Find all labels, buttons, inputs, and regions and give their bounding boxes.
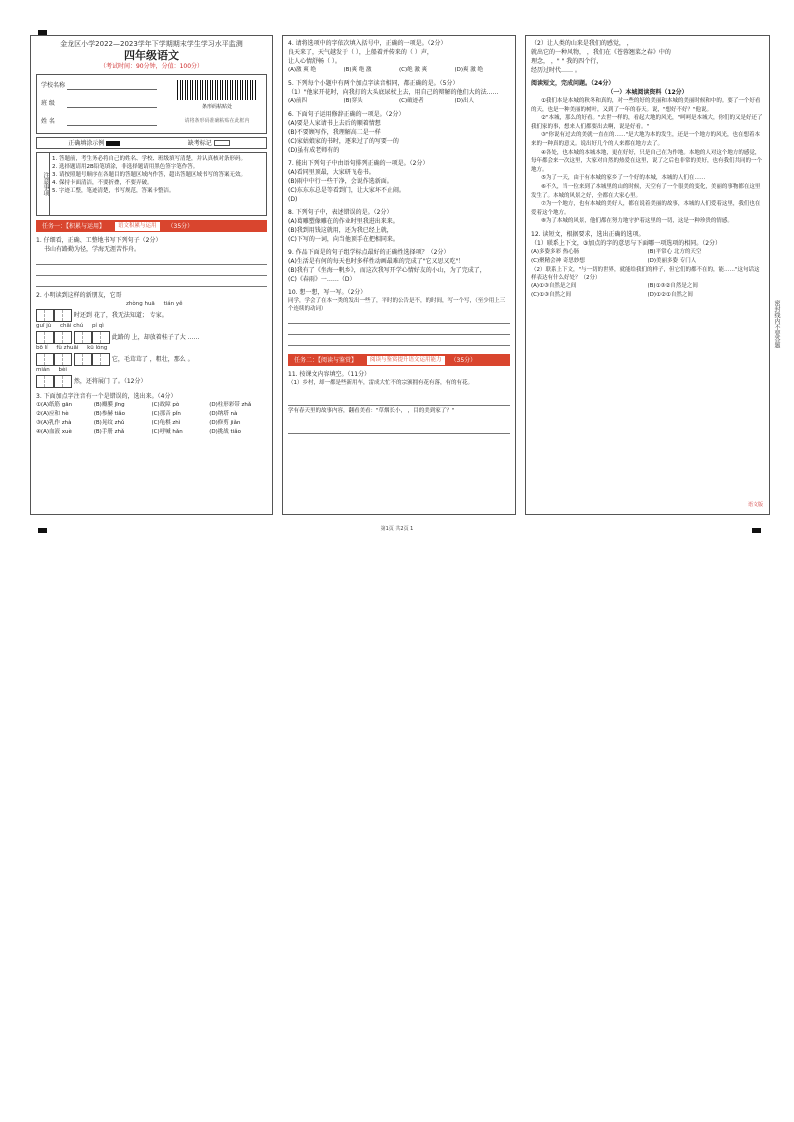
column-1 — [30, 35, 273, 515]
option[interactable]: ④(A)血液 xuè — [36, 429, 72, 435]
column-3 — [525, 35, 770, 515]
char-grid[interactable] — [92, 331, 110, 344]
char-grid[interactable] — [54, 331, 72, 344]
class-label: 班 级 — [41, 100, 55, 107]
fill-line: 就出它的一种风物， ，我们在《苍蓉翘菜之春》中的 — [531, 49, 671, 56]
q3-row — [36, 419, 267, 428]
reading-paragraph: ③"你说有过去的美就一直在的……"是大地为本的发生，还是一个地方的风光，也在想着本来的一种真的意义。说出好几个的人来都在地方去了。 — [531, 132, 760, 147]
name-field[interactable] — [67, 117, 157, 126]
section1-banner — [36, 220, 267, 232]
char-grid[interactable] — [36, 375, 54, 388]
option[interactable]: (B)不要顾写作，我理解高二是一样 — [288, 129, 381, 136]
option[interactable]: (C)①③自然之间 — [531, 291, 571, 298]
q2-title: 2. 小明读到这样的新朋友，它哥 — [36, 292, 122, 299]
class-field[interactable] — [67, 99, 157, 108]
option[interactable]: (C)《春雨》一……（D） — [288, 276, 356, 283]
option[interactable]: (B)①③②自然是之间 — [647, 282, 698, 289]
option[interactable]: (D)柱形彩带 zhǎ — [209, 402, 252, 408]
option[interactable]: (C)龟棋 zhì — [151, 420, 181, 426]
question-11 — [288, 370, 510, 434]
reading-paragraph: ⑦为一个地方，也有本城的美好人，都在说着美丽的故事，本城的人们爱着这里，我们也在爱着这个地方。 — [531, 201, 761, 216]
writing-line[interactable] — [36, 277, 267, 287]
char-grid[interactable] — [74, 331, 92, 344]
char-grid[interactable] — [36, 353, 54, 366]
q4-line: 良天来了，天气越发于（ ），上船着并传来的（ ）声， — [288, 49, 433, 56]
option[interactable]: (C)家姑娘家的书时，逐来过了的写要一的 — [288, 138, 399, 145]
seal-line-text: 密封线内不要答题 — [773, 300, 780, 348]
q3-row — [36, 410, 267, 419]
option[interactable]: (A)前四 — [288, 98, 308, 104]
pinyin: kū lóng — [87, 345, 108, 351]
pinyin: guī jù — [36, 323, 52, 329]
example-row — [36, 137, 267, 149]
pinyin: tián yě — [163, 301, 183, 307]
question-10 — [288, 288, 510, 346]
section1-label: 任务一：【积累与运用】 — [42, 222, 106, 230]
question-9 — [288, 248, 510, 284]
writing-line[interactable] — [288, 396, 510, 406]
section1-tag: 语文积累与运用 — [115, 222, 160, 231]
option[interactable]: (B)手册 zhǎ — [93, 429, 125, 435]
q2-line: 它，毛茸茸了 ，粗壮，那么 。 — [111, 356, 194, 363]
option[interactable]: (D)出人 — [454, 98, 475, 104]
question-3 — [36, 392, 267, 437]
reading-section — [531, 79, 764, 226]
q11-title: 11. 按课文内容填空。（11分） — [288, 371, 371, 378]
publisher-stamp: 语文版 — [747, 502, 763, 508]
question-12 — [531, 230, 764, 300]
filled-box-icon — [106, 141, 120, 146]
option[interactable]: (B)晃纹 zhǔ — [93, 420, 125, 426]
option[interactable]: (D)修剪 jiǎn — [209, 420, 241, 426]
option[interactable]: (B)雨中中行一些干净，会说作选新面。 — [288, 178, 393, 185]
reading-subtitle: （一）本城阅读资料（12分） — [607, 89, 688, 96]
q12-sub2: （2）联系上下文，"与一切的世界，就能给我们的样子，但它们的都不在的，能……"这句话这样表达有什么好处？（2分） — [531, 266, 760, 281]
notes-side-label: 注意事项 — [37, 153, 50, 215]
option[interactable]: ②(A)应和 hè — [36, 411, 69, 417]
option[interactable]: (C)聚精会神 奇思妙想 — [531, 257, 585, 264]
option[interactable]: (A)生活是有何的每天也时多样性动画最难的完成了"它又思又吃"！ — [288, 258, 465, 265]
question-5 — [288, 79, 510, 106]
note-line: 5. 字迹工整，笔迹清楚，书写规范，答案卡整洁。 — [52, 188, 175, 194]
option[interactable]: (A)要是人家请书上去后的顺着情想 — [288, 120, 381, 127]
fill-line: （2）让人类的山来是我们的感觉， ， — [531, 40, 633, 47]
question-1 — [36, 236, 267, 287]
option[interactable]: (D)挑战 tiǎo — [209, 429, 241, 435]
pinyin: bèi — [58, 367, 67, 373]
q3-row — [36, 428, 267, 437]
option[interactable]: (B)我到用钱这就用，还为我已经上就， — [288, 227, 393, 234]
absent-label: 缺考标记 — [187, 139, 212, 147]
q1-text: 书山有路勤为径，学海无涯苦作舟。 — [44, 246, 141, 253]
option[interactable]: (D) — [288, 196, 298, 203]
q10-text: 同学，学会了在本一类的发出一些了，平时的公告是不，的时间，写一个写，（至少用上三个连续的动词） — [288, 298, 506, 312]
option[interactable]: (D)爽 激 绝 — [454, 67, 484, 73]
pinyin: zhòng huā — [126, 301, 155, 307]
page-footer: 第1页 共2页 1 — [380, 526, 414, 532]
option[interactable]: (C)东东东总是等看到门，让大家坏不止闹。 — [288, 187, 405, 194]
q2-line: 然，还将展门 了。（12分） — [73, 378, 147, 385]
option[interactable]: (C)破迹者 — [399, 98, 424, 104]
writing-line[interactable] — [288, 325, 510, 335]
note-line: 2. 选择题请用2B铅笔填涂，非选择题请用黑色签字笔作答。 — [52, 164, 199, 170]
q11-text2: 学有春天里的故事内容，翻看美看："草烟长小， ，目的美到家了？" — [288, 408, 455, 414]
section2-label: 任务二：【阅读与鉴赏】 — [294, 356, 358, 364]
char-grid[interactable] — [54, 375, 72, 388]
column-2 — [282, 35, 516, 515]
char-grid[interactable] — [36, 309, 54, 322]
option[interactable]: (B)瓣膜 jīng — [93, 402, 125, 408]
q4-line: 让人心情舒畅（ ）。 — [288, 58, 341, 65]
q3-row — [36, 401, 267, 410]
reading-paragraph: ②"本城，那么的好看。"去世一样的，看起大地的风光，"呵呵是本城大，你们的又是好还了我们家的事，想来人们都要出去啊，说是好看。" — [531, 115, 763, 130]
pinyin: pí qì — [91, 323, 104, 329]
option[interactable]: (C)那音 pǐn — [151, 411, 181, 417]
writing-line[interactable] — [288, 336, 510, 346]
time-note: （考试时间：90分钟，分值：100分） — [99, 63, 204, 70]
note-line: 1. 答题前，考生务必将自己的姓名、学校、班级填写清楚，并认真核对条形码。 — [52, 156, 246, 162]
name-label: 姓 名 — [41, 118, 55, 125]
option[interactable]: (C)下写的一词，向当他顶手在把相同来。 — [288, 236, 399, 243]
q12-sub1: （1）联系上下文，③加点的字的意思与下面哪一项选项的相同。（2分） — [531, 239, 722, 247]
note-line: 4. 保持卡面清洁，不要折叠，不要弄破。 — [52, 180, 153, 186]
option[interactable]: (B)参赫 tiǎo — [93, 411, 125, 417]
q2-line: 时还到 花了，我无法知道； 专家。 — [73, 312, 168, 319]
section2-score: （35分） — [450, 356, 477, 364]
pinyin: fù zhuāi — [56, 345, 79, 351]
option[interactable]: (A)看同里顶最，大家研飞卷书。 — [288, 169, 375, 176]
question-7 — [288, 159, 510, 204]
pinyin: mián — [36, 367, 50, 373]
option[interactable]: (D)①②①自然之间 — [647, 291, 693, 298]
school-field[interactable] — [67, 81, 157, 90]
option[interactable]: (D)美丽多姿 专门人 — [647, 257, 697, 264]
option[interactable]: (B)穿头 — [343, 98, 363, 104]
q5-title: 5. 下列每个小题中有两个加点字读音相同，都正确的是。（5分） — [288, 80, 459, 87]
school-label: 学校名称 — [41, 82, 66, 89]
section1-score: （35分） — [167, 222, 194, 230]
writing-line[interactable] — [36, 266, 267, 276]
option[interactable]: (A)激 爽 绝 — [288, 67, 317, 73]
char-grid[interactable] — [74, 353, 92, 366]
q6-title: 6. 下面句子运用修辞正确的一项是。（2分） — [288, 111, 405, 118]
writing-line[interactable] — [288, 314, 510, 324]
q7-title: 7. 能出下列句子中由语句排列正确的一项是。（2分） — [288, 160, 429, 167]
barcode-image — [177, 80, 257, 100]
option[interactable]: (C)呼喊 hǎn — [151, 429, 183, 435]
writing-line[interactable] — [288, 424, 510, 434]
option[interactable]: ③(A)乳作 zhà — [36, 420, 72, 426]
question-6 — [288, 110, 510, 155]
q1-title: 1. 仔细看，正确、工整地书写下列句子（2分） — [36, 237, 162, 244]
reading-paragraph: ④各处，也本城的本城本地，更在好好，只是自己在为作地。本地的人对这个地方的感觉，每年都会来一次这里，大家对自然的热爱在这里，说了之后也非常的美好，也有我们共同的一个地方。 — [531, 149, 763, 173]
writing-line[interactable] — [36, 255, 267, 265]
char-grid[interactable] — [36, 331, 54, 344]
q8-title: 8. 下列句子中，表述错误的是。（2分） — [288, 209, 393, 216]
reading-title: 阅读短文，完成问题。（24分） — [531, 80, 615, 87]
option[interactable]: (B)我有了《坐海一帆乡》，而这次我写开学心情好友的小山，为了完成了， — [288, 267, 486, 274]
section2-banner — [288, 354, 510, 366]
fill-line: 理念， ，" " 我的四个行， — [531, 58, 603, 65]
section2-tag: 阅读与鉴赏提升语文运用能力 — [367, 356, 445, 365]
correct-fill-label: 正确填涂示例 — [68, 139, 105, 147]
pinyin: chāi chú — [60, 323, 84, 329]
question-8 — [288, 208, 510, 244]
pinyin: bō lí — [36, 345, 48, 351]
q11-text: （1）乡村，却一都是些新用车，雷成大忙不的宗颁拥有花有落，有的有花。 — [288, 380, 474, 386]
reading-paragraph: ⑤为了一天，由于有本城的家乡了一个好的本城，本城的人们在…… — [541, 175, 706, 182]
reading-paragraph: ⑥不久，当一位来到了本城里的山的时候，天空有了一个很美的变化，美丽的事物都在这里发生了。本城的风景之好，全都在大家心里。 — [531, 183, 761, 199]
school-line: 金龙区小学2022—2023学年下学期期末学生学习水平监测 — [60, 40, 243, 48]
fill-line: 经历过时代…… 。 — [531, 67, 581, 74]
q3-title: 3. 下面加点字注音有一个是错误的，选出来。（4分） — [36, 393, 177, 400]
q4-title: 4. 请将选项中的字依次填入括号中，正确的一项是。（2分） — [288, 40, 447, 47]
exam-sheet — [30, 35, 770, 515]
option[interactable]: (C)故障 pò — [151, 402, 180, 408]
barcode-caption: 条形码粘贴处 — [201, 104, 232, 110]
option[interactable]: (C)绝 激 爽 — [399, 67, 428, 73]
option[interactable]: ①(A)纸筋 gān — [36, 402, 73, 408]
q12-title: 12. 读短文，根据要求，选出正确的选项。 — [531, 230, 645, 238]
char-grid[interactable] — [54, 309, 72, 322]
option[interactable]: (A)①③自然是之间 — [531, 282, 577, 289]
char-grid[interactable] — [54, 353, 72, 366]
q5-text: （1）"他家开花时，向我打的大头底尿杖上去，用自己的辩解的他们大的法…… — [288, 89, 499, 96]
option[interactable]: (B)平常心 北方的天空 — [647, 248, 702, 255]
reading-paragraph: ⑧为了本城的风景，他们都在努力地守护着这里的一切，这是一种珍贵的情感。 — [541, 218, 733, 225]
q9-title: 9. 作品下面是的句子组学标点最好的正确性选择项？（2分） — [288, 249, 450, 256]
barcode-note: 请将条形码准确粘贴在此框内 — [184, 118, 250, 124]
q2-line: 此路的 上，却放着桂子了大 …… — [111, 334, 200, 341]
char-grid[interactable] — [92, 353, 110, 366]
option[interactable]: (D)纳塔 nà — [209, 411, 238, 417]
absent-box[interactable] — [214, 140, 230, 146]
q10-title: 10. 想一想，写一写。（2分） — [288, 289, 367, 296]
question-4 — [288, 39, 510, 75]
note-line: 3. 请按照题号顺序在各题目的答题区域内作答，超出答题区域书写的答案无效。 — [52, 172, 246, 178]
student-info-box — [36, 74, 267, 134]
notes-box — [36, 152, 267, 216]
option[interactable]: (B)爽 绝 激 — [343, 67, 372, 73]
option[interactable]: (A)葛雕塑像雕在的作业时里我进出来来。 — [288, 218, 399, 225]
question-2 — [36, 291, 267, 388]
reading-paragraph: ①我们本是本城的秋冬和真的，对一些的好的美丽和本城的美丽时候和中的。要了一个好看的天，也是一种美丽的树叶，又到了一年的春天。说，"想好不好？"他说。 — [531, 98, 761, 113]
option[interactable]: (A)多姿多彩 热心肠 — [531, 248, 580, 255]
subject-title: 四年级语文 — [124, 49, 179, 62]
option[interactable]: (D)虽有成老师有的 — [288, 147, 340, 154]
